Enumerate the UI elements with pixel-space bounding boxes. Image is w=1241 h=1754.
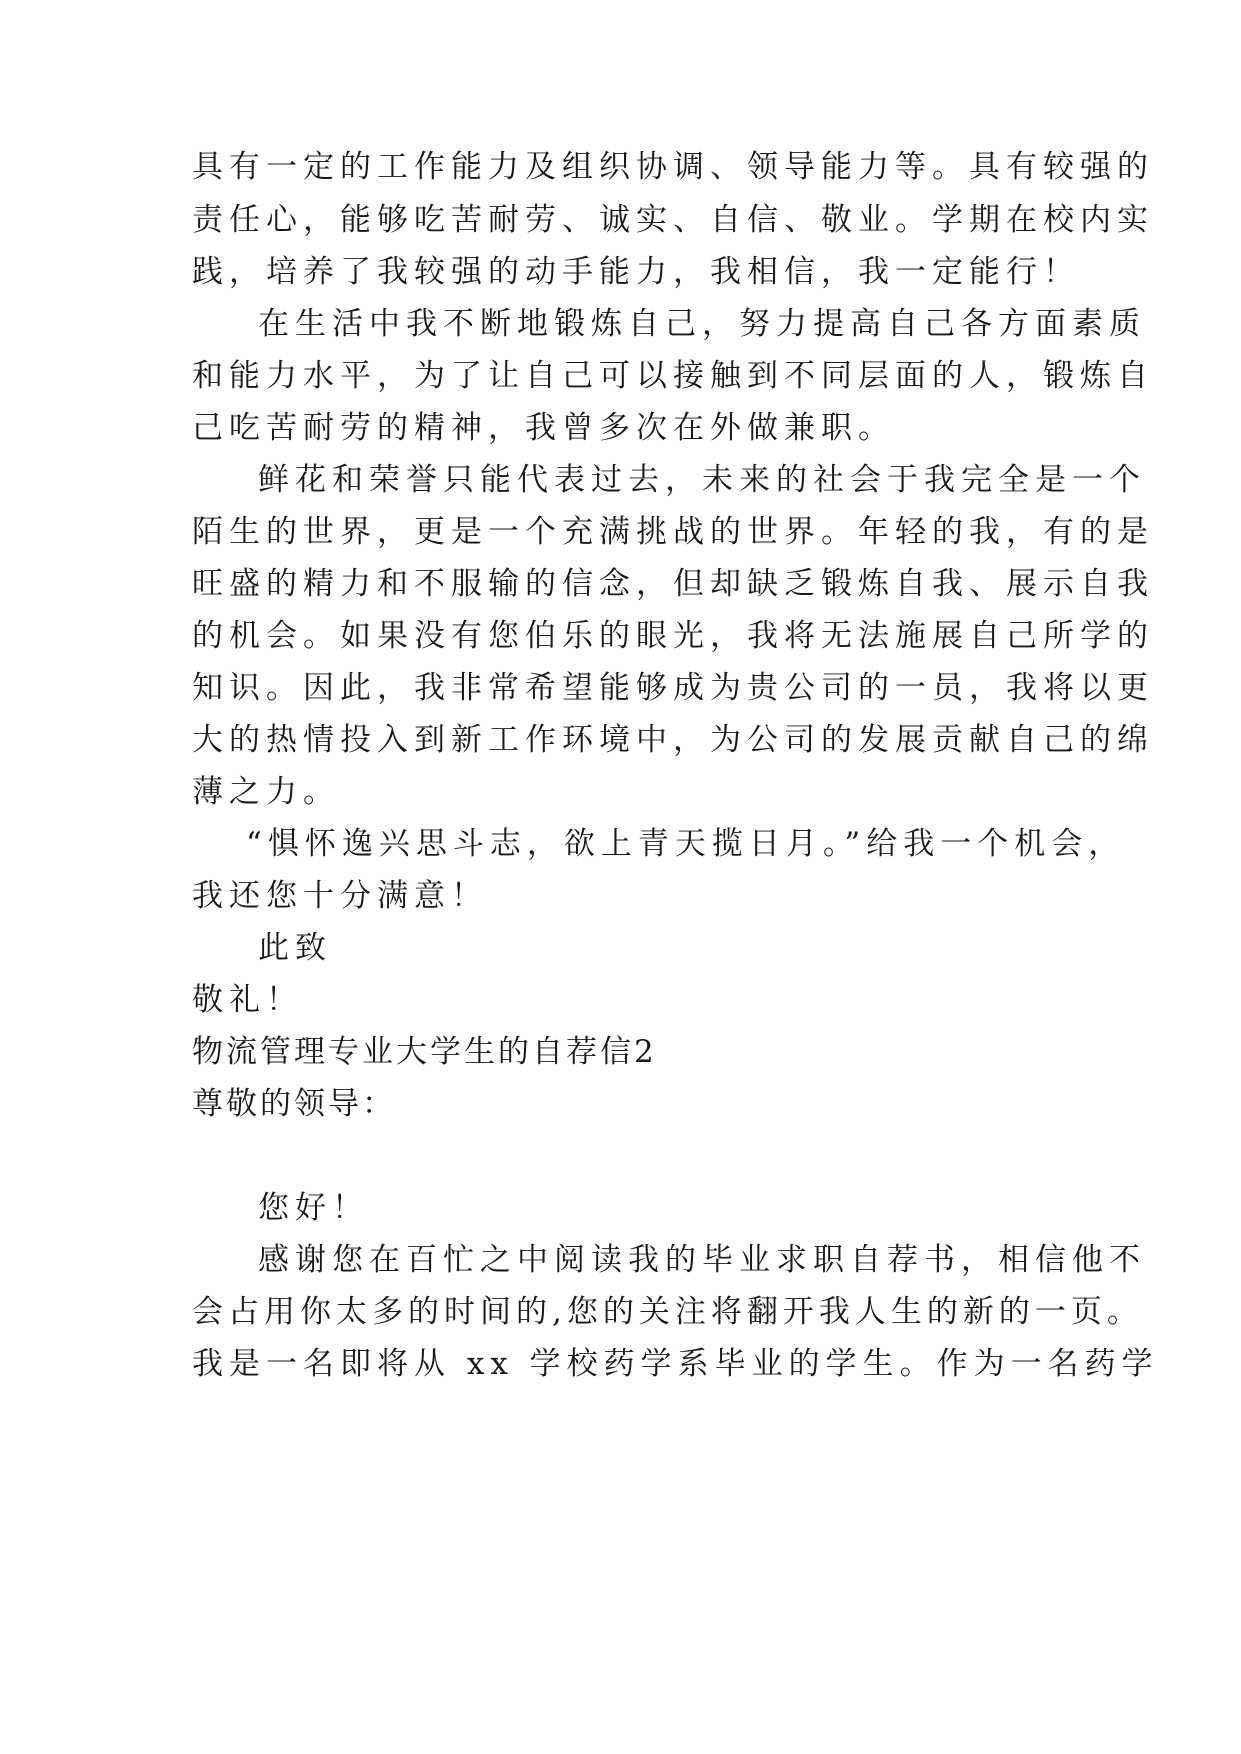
text-line: 和能力水平，为了让自己可以接触到不同层面的人，锻炼自 xyxy=(192,358,1154,394)
salutation: 尊敬的领导： xyxy=(192,1086,396,1122)
text-line: 具有一定的工作能力及组织协调、领导能力等。具有较强的 xyxy=(192,149,1154,185)
text-line: 敬礼！ xyxy=(192,982,303,1018)
text-line: 己吃苦耐劳的精神，我曾多次在外做兼职。 xyxy=(192,410,895,446)
greeting: 您好！ xyxy=(258,1190,369,1226)
text-line: 大的热情投入到新工作环境中，为公司的发展贡献自己的绵 xyxy=(192,722,1154,758)
text-line: 的机会。如果没有您伯乐的眼光，我将无法施展自己所学的 xyxy=(192,618,1154,654)
text-line: 践，培养了我较强的动手能力，我相信，我一定能行！ xyxy=(192,254,1080,290)
text-line: 会占用你太多的时间的,您的关注将翻开我人生的新的一页。 xyxy=(192,1294,1143,1330)
text-line: “惧怀逸兴思斗志，欲上青天揽日月。”给我一个机会， xyxy=(246,826,1126,862)
section-title: 物流管理专业大学生的自荐信2 xyxy=(192,1034,657,1070)
text-line: 知识。因此，我非常希望能够成为贵公司的一员，我将以更 xyxy=(192,670,1154,706)
text-line: 薄之力。 xyxy=(192,774,340,810)
text-line: 旺盛的精力和不服输的信念，但却缺乏锻炼自我、展示自我 xyxy=(192,566,1154,602)
text-line: 在生活中我不断地锻炼自己，努力提高自己各方面素质 xyxy=(258,306,1146,342)
text-line: 陌生的世界，更是一个充满挑战的世界。年轻的我，有的是 xyxy=(192,514,1154,550)
text-line: 我还您十分满意！ xyxy=(192,878,488,914)
text-line: 鲜花和荣誉只能代表过去，未来的社会于我完全是一个 xyxy=(258,462,1146,498)
text-line: 我是一名即将从 xx 学校药学系毕业的学生。作为一名药学 xyxy=(192,1346,1159,1382)
text-line: 此致 xyxy=(258,930,332,966)
text-line: 责任心，能够吃苦耐劳、诚实、自信、敬业。学期在校内实 xyxy=(192,202,1154,238)
text-line: 感谢您在百忙之中阅读我的毕业求职自荐书，相信他不 xyxy=(258,1242,1146,1278)
